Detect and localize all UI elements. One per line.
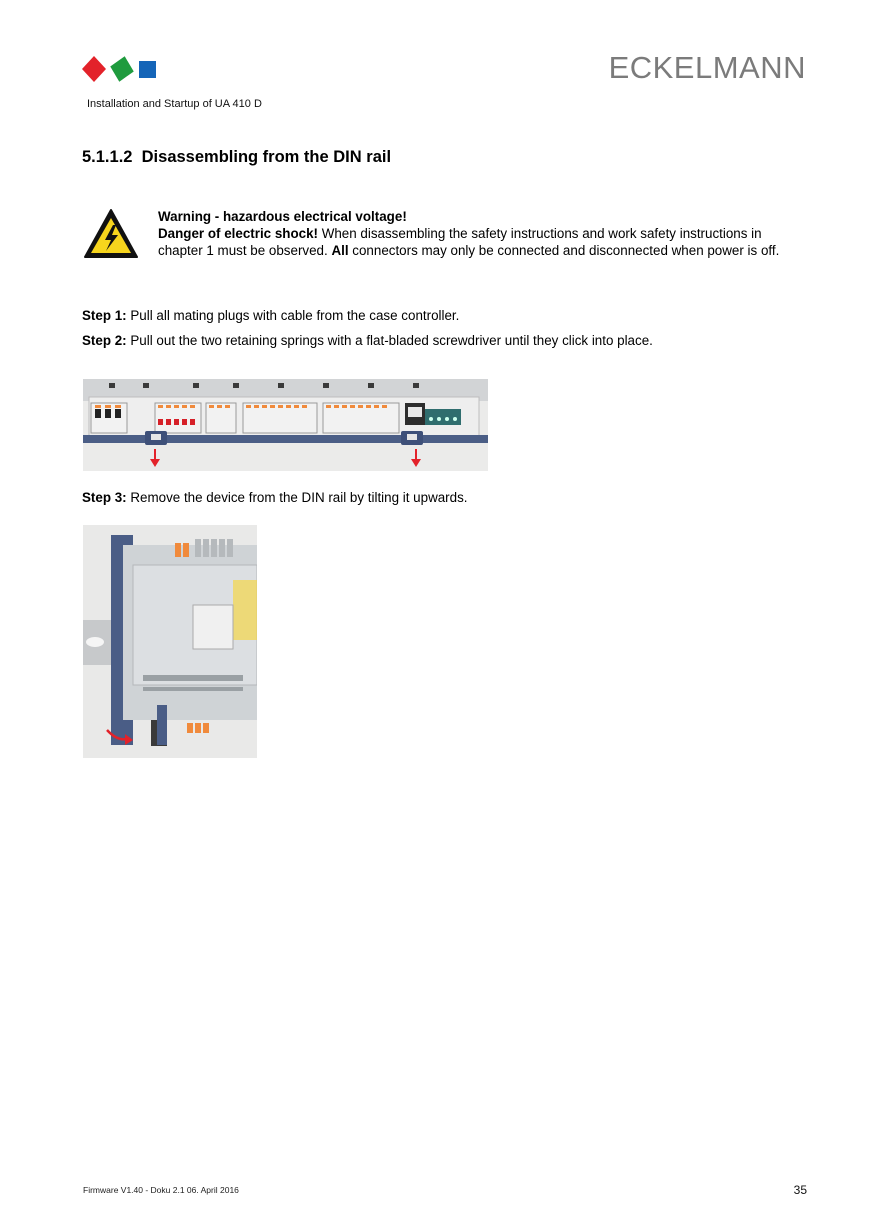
step-2-label: Step 2: xyxy=(82,333,127,348)
step-2 xyxy=(82,332,653,349)
page-number: 35 xyxy=(793,1183,807,1197)
controller-front-photo xyxy=(83,379,488,471)
step-1 xyxy=(82,307,459,324)
eckelmann-logo xyxy=(82,56,158,82)
tilting-device-photo xyxy=(83,525,257,758)
step-2-text: Pull out the two retaining springs with a flat-bladed screwdriver until they click into place. xyxy=(126,333,653,348)
warning-text-1: When disassembling the safety instructions and work safety instructions in chapter 1 must be observed. xyxy=(158,226,762,258)
document-subtitle: Installation and Startup of UA 410 D xyxy=(87,98,262,110)
step-3-label: Step 3: xyxy=(82,490,127,505)
section-heading: Disassembling from the DIN rail xyxy=(141,148,392,166)
warning-lead: Danger of electric shock! xyxy=(158,226,318,241)
footer-version: Firmware V1.40 - Doku 2.1 06. April 2016 xyxy=(83,1185,239,1195)
step-1-text: Pull all mating plugs with cable from the case controller. xyxy=(126,308,460,323)
warning-box xyxy=(158,208,808,259)
step-1-label: Step 1: xyxy=(82,308,127,323)
warning-text-2: connectors may only be connected and disconnected when power is off. xyxy=(348,243,780,258)
electric-hazard-icon xyxy=(83,208,139,260)
step-3-text: Remove the device from the DIN rail by tilting it upwards. xyxy=(126,490,468,505)
warning-bold-word: All xyxy=(331,243,349,258)
warning-heading: Warning - hazardous electrical voltage! xyxy=(158,209,407,224)
warning-body xyxy=(158,225,808,259)
brand-name: ECKELMANN xyxy=(608,50,806,85)
section-title xyxy=(82,148,391,167)
section-number: 5.1.1.2 xyxy=(82,148,133,166)
step-3 xyxy=(82,489,468,506)
